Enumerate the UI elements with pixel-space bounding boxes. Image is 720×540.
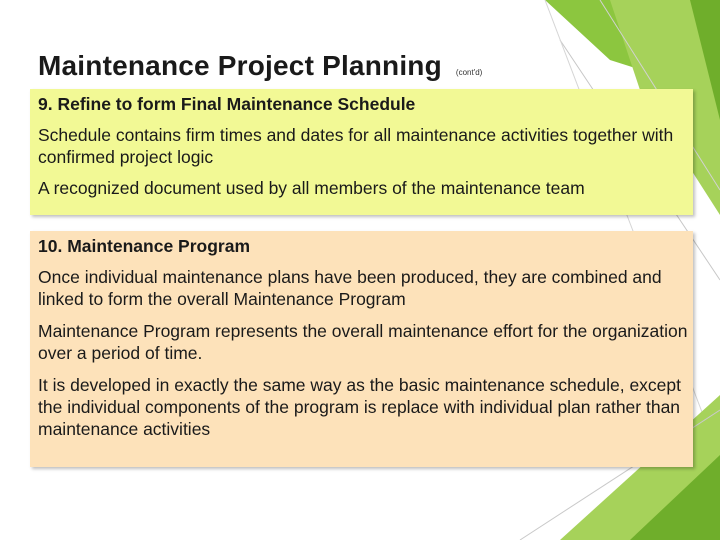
section-refine-schedule bbox=[30, 89, 693, 215]
section-paragraph: A recognized document used by all members of the maintenance team bbox=[38, 178, 585, 198]
section-paragraph: It is developed in exactly the same way as the basic maintenance schedule, except the individual components of the program is replace with individual plan rather than maintenance activities bbox=[38, 375, 682, 439]
section-heading: 10. Maintenance Program bbox=[38, 236, 251, 256]
page-title: Maintenance Project Planning bbox=[38, 50, 442, 81]
title-note: (cont'd) bbox=[455, 68, 483, 78]
section-heading: 9. Refine to form Final Maintenance Schedule bbox=[38, 94, 416, 114]
title-row bbox=[38, 50, 482, 82]
section-paragraph: Schedule contains firm times and dates for all maintenance activities together with confirmed project logic bbox=[38, 125, 674, 167]
section-paragraph: Once individual maintenance plans have been produced, they are combined and linked to form the overall Maintenance Program bbox=[38, 267, 662, 309]
section-maintenance-program bbox=[30, 231, 693, 467]
section-paragraph: Maintenance Program represents the overall maintenance effort for the organization over a period of time. bbox=[38, 321, 688, 363]
